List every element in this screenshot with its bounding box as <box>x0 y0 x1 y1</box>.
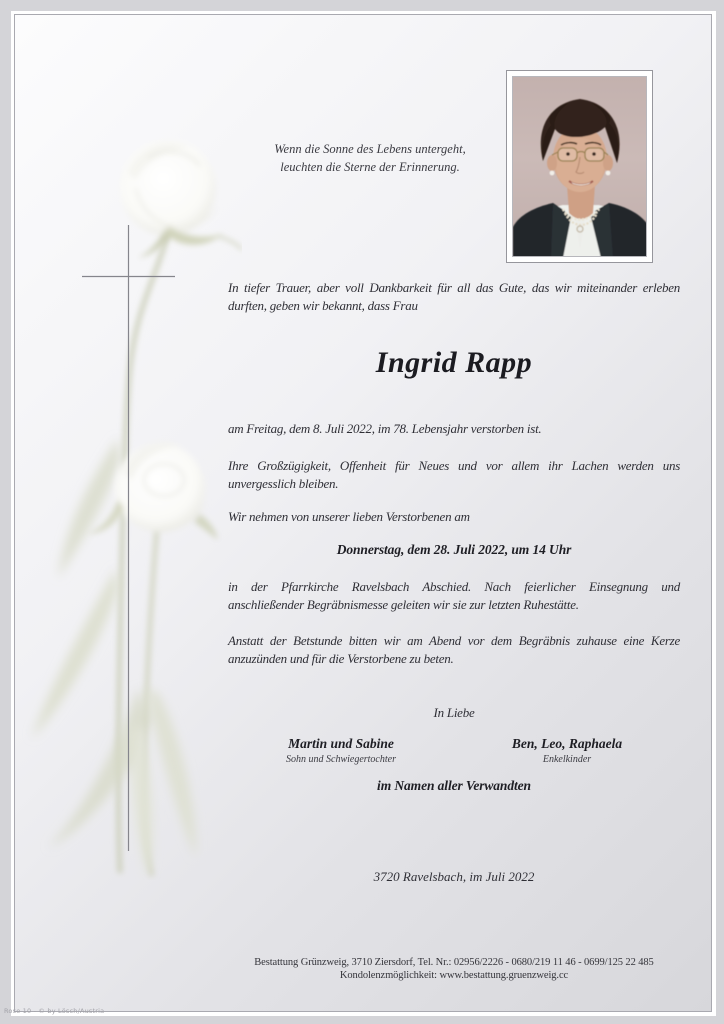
footer <box>228 957 680 981</box>
footer-condolence-line: Kondolenzmöglichkeit: www.bestattung.gruenzweig.cc <box>339 970 569 981</box>
rose-cross-art-svg <box>18 128 242 880</box>
farewell-intro: Wir nehmen von unserer lieben Verstorbenen am <box>228 509 470 524</box>
location-date-line: 3720 Ravelsbach, im Juli 2022 <box>373 869 535 884</box>
death-date-line: am Freitag, dem 8. Juli 2022, im 78. Lebensjahr verstorben ist. <box>228 421 542 436</box>
mourners-right <box>454 736 680 765</box>
mourners-right-relation: Enkelkinder <box>542 754 592 765</box>
memorial-quote-line1: Wenn die Sonne des Lebens untergeht, <box>274 142 466 156</box>
portrait-photo-svg <box>513 77 647 257</box>
mourners-right-names: Ben, Leo, Raphaela <box>511 736 623 751</box>
announcement-intro-line2: durften, geben wir bekannt, dass Frau <box>228 298 418 313</box>
announcement-intro <box>228 279 680 315</box>
candle-note-line2: anzuzünden und für die Verstorbene zu beten. <box>228 651 454 666</box>
cross-icon <box>82 225 175 851</box>
candle-note-line1: Anstatt der Betstunde bitten wir am Abend vor dem Begräbnis zuhause eine Kerze <box>228 633 680 648</box>
funeral-date-line: Donnerstag, dem 28. Juli 2022, um 14 Uhr <box>336 542 572 557</box>
funeral-details-line2: anschließender Begräbnismesse geleiten wir sie zur letzten Ruhestätte. <box>228 597 579 612</box>
portrait-photo-frame <box>506 70 653 263</box>
mourners-row <box>228 736 680 765</box>
rose-cross-artwork <box>18 128 242 880</box>
footer-funeral-home-line: Bestattung Grünzweig, 3710 Ziersdorf, Tel. Nr.: 02956/2226 - 0680/219 11 46 - 0699/125 22 485 <box>254 957 654 968</box>
mourners-left <box>228 736 454 765</box>
white-rose-top <box>120 140 242 258</box>
funeral-details <box>228 578 680 614</box>
announcement-intro-line1: In tiefer Trauer, aber voll Dankbarkeit für all das Gute, das wir miteinander erleben <box>228 280 680 295</box>
remembrance-paragraph <box>228 457 680 493</box>
candle-note <box>228 632 680 668</box>
memorial-quote <box>238 140 502 176</box>
collective-mourners: im Namen aller Verwandten <box>377 778 531 793</box>
funeral-details-line1: in der Pfarrkirche Ravelsbach Abschied. Nach feierlicher Einsegnung und <box>228 579 680 594</box>
memorial-quote-line2: leuchten die Sterne der Erinnerung. <box>280 160 460 174</box>
mourners-left-names: Martin und Sabine <box>288 736 394 751</box>
deceased-name: Ingrid Rapp <box>375 346 533 379</box>
portrait-photo <box>512 76 647 257</box>
artwork-copyright: Rose 10 - © by Lösch/Austria <box>4 1007 105 1015</box>
remembrance-line1: Ihre Großzügigkeit, Offenheit für Neues und vor allem ihr Lachen werden uns <box>228 458 680 473</box>
mourners-left-relation: Sohn und Schwiegertochter <box>286 754 396 765</box>
remembrance-line2: unvergesslich bleiben. <box>228 476 339 491</box>
closing-phrase: In Liebe <box>433 705 475 720</box>
